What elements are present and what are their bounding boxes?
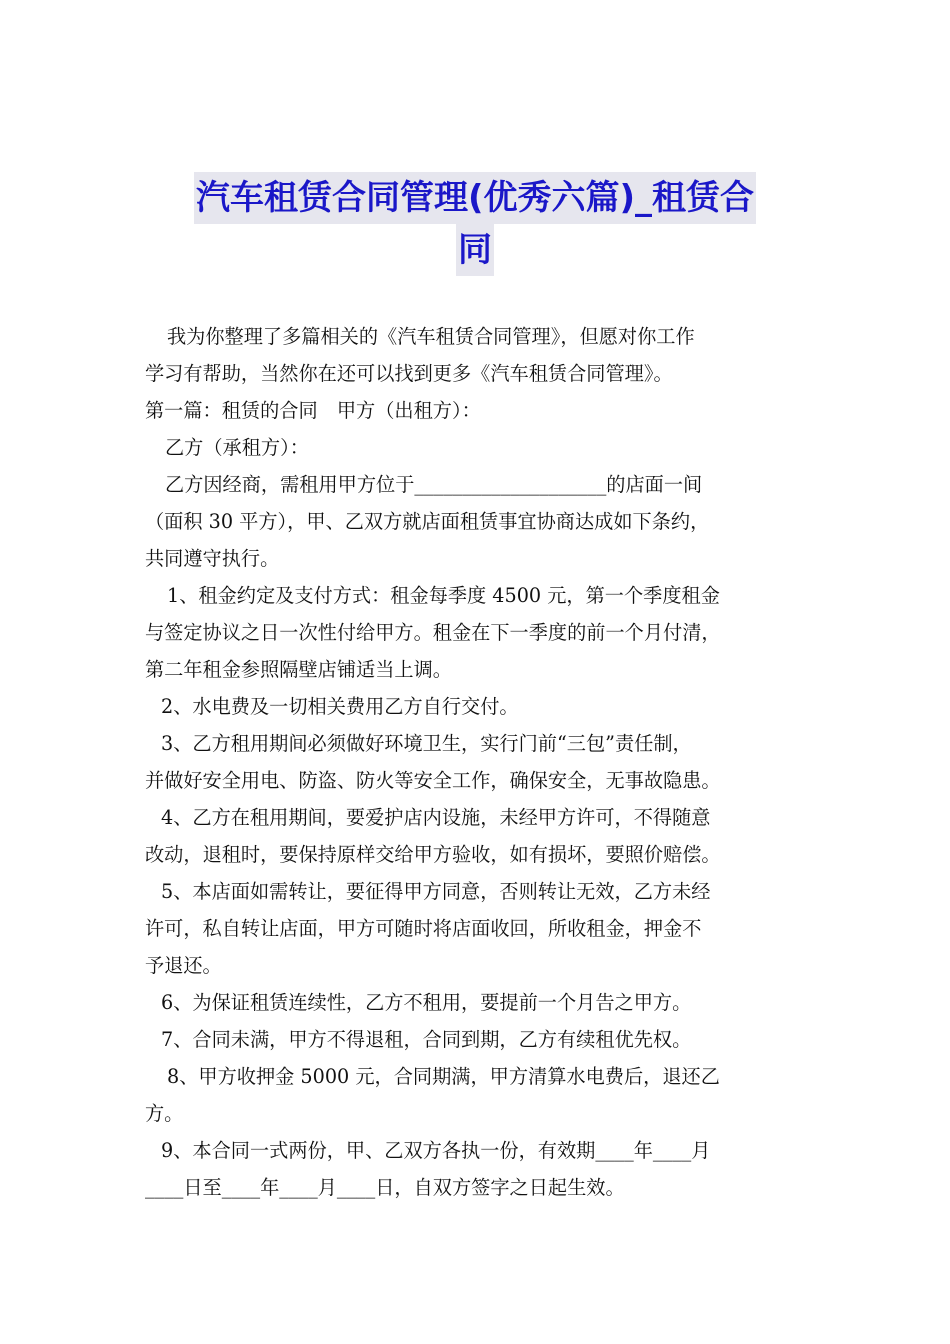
paragraph-line: 乙方因经商，需租用甲方位于____________________的店面一间 — [165, 473, 703, 496]
title-line-2: 同 — [456, 224, 494, 276]
document-title — [140, 172, 810, 276]
paragraph-line: 我为你整理了多篇相关的《汽车租赁合同管理》，但愿对你工作 — [167, 325, 695, 348]
paragraph-line: 9、本合同一式两份，甲、乙双方各执一份，有效期____年____月 — [161, 1139, 711, 1162]
title-line-1: 汽车租赁合同管理(优秀六篇)_租赁合 — [194, 172, 756, 224]
paragraph-line: 许可，私自转让店面，甲方可随时将店面收回，所收租金，押金不 — [145, 917, 702, 940]
paragraph-line: 2、水电费及一切相关费用乙方自行交付。 — [161, 695, 519, 718]
paragraph-line: 8、甲方收押金 5000 元，合同期满，甲方清算水电费后，退还乙 — [167, 1065, 720, 1088]
paragraph-line: 5、本店面如需转让，要征得甲方同意，否则转让无效，乙方未经 — [161, 880, 711, 903]
paragraph-line: 学习有帮助，当然你在还可以找到更多《汽车租赁合同管理》。 — [145, 362, 673, 385]
paragraph-line: 并做好安全用电、防盗、防火等安全工作，确保安全，无事故隐患。 — [145, 769, 721, 792]
paragraph-line: 乙方（承租方）： — [165, 436, 309, 459]
paragraph-line: 与签定协议之日一次性付给甲方。租金在下一季度的前一个月付清， — [145, 621, 721, 644]
paragraph-line: 1、租金约定及支付方式：租金每季度 4500 元，第一个季度租金 — [167, 584, 720, 607]
paragraph-line: 3、乙方租用期间必须做好环境卫生，实行门前“三包”责任制， — [161, 732, 692, 755]
paragraph-line: 第二年租金参照隔壁店铺适当上调。 — [145, 658, 452, 681]
paragraph-line: 6、为保证租赁连续性，乙方不租用，要提前一个月告之甲方。 — [161, 991, 692, 1014]
paragraph-line: （面积 30 平方），甲、乙双方就店面租赁事宜协商达成如下条约， — [145, 510, 710, 533]
paragraph-line: 第一篇：租赁的合同 甲方（出租方）： — [145, 399, 481, 422]
paragraph-line: 改动，退租时，要保持原样交给甲方验收，如有损坏，要照价赔偿。 — [145, 843, 721, 866]
paragraph-line: 共同遵守执行。 — [145, 547, 280, 570]
paragraph-line: ____日至____年____月____日，自双方签字之日起生效。 — [145, 1176, 625, 1199]
paragraph-line: 方。 — [145, 1102, 184, 1125]
document-body — [145, 318, 810, 1206]
paragraph-line: 7、合同未满，甲方不得退租，合同到期，乙方有续租优先权。 — [161, 1028, 692, 1051]
paragraph-line: 4、乙方在租用期间，要爱护店内设施，未经甲方许可，不得随意 — [161, 806, 711, 829]
paragraph-line: 予退还。 — [145, 954, 222, 977]
